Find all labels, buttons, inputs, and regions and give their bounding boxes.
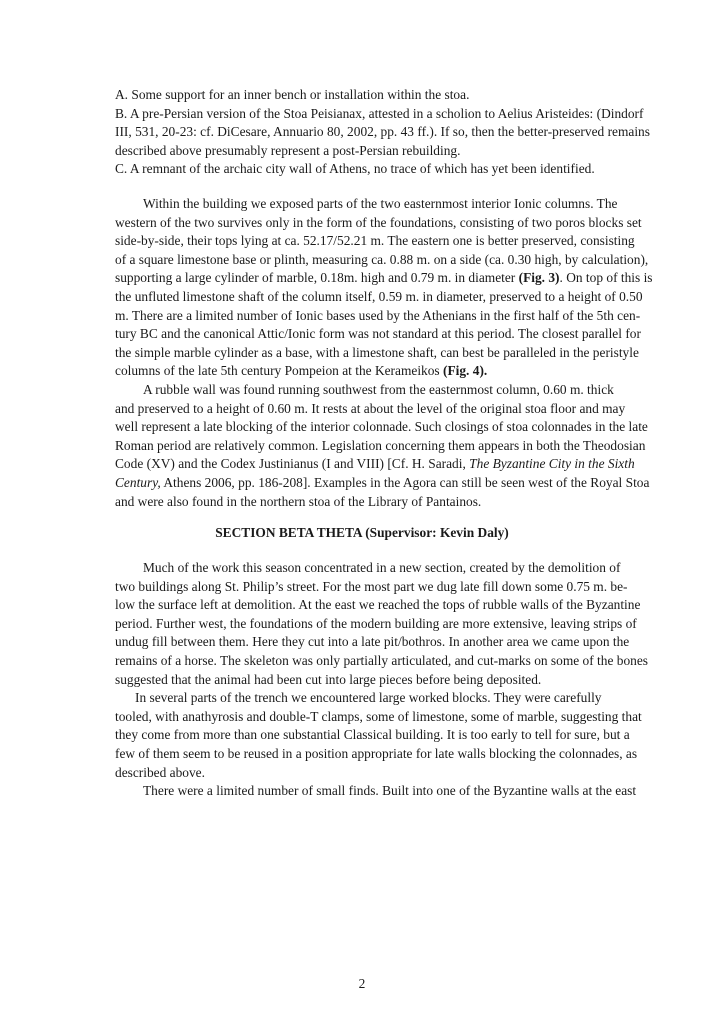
section-heading: SECTION BETA THETA (Supervisor: Kevin Daly) <box>215 525 509 540</box>
paragraph-line: and were also found in the northern stoa of the Library of Pantainos. <box>115 493 482 509</box>
paragraph-line: Much of the work this season concentrated in a new section, created by the demolition of <box>143 560 621 575</box>
book-title: The Byzantine City in the Sixth <box>469 456 635 472</box>
note-b-line-1: B. A pre-Persian version of the Stoa Peisianax, attested in a scholion to Aelius Aristeides: (Dindorf <box>115 105 644 121</box>
page-number: 2 <box>358 976 366 991</box>
text-run: supporting a large cylinder of marble, 0.18m. high and 0.79 m. in diameter <box>115 270 519 286</box>
notes-list <box>115 86 650 179</box>
paragraph-line: In several parts of the trench we encountered large worked blocks. They were carefully <box>135 690 602 706</box>
paragraph-line: A rubble wall was found running southwest from the easternmost column, 0.60 m. thick <box>143 381 614 397</box>
paragraph-line: suggested that the animal had been cut into large pieces before being deposited. <box>115 671 542 687</box>
paragraph-line: undug fill between them. Here they cut into a late pit/bothros. In another area we came upon the <box>115 634 630 650</box>
text-run: Athens 2006, pp. 186-208]. Examples in the Agora can still be seen west of the Royal Stoa <box>160 474 650 490</box>
book-title-cont: Century, <box>115 474 161 490</box>
paragraph-line: of a square limestone base or plinth, measuring ca. 0.88 m. on a side (ca. 0.30 high, by calculation), <box>115 251 649 267</box>
paragraph-line: There were a limited number of small finds. Built into one of the Byzantine walls at the east <box>143 783 637 799</box>
paragraph-line: remains of a horse. The skeleton was only partially articulated, and cut-marks on some of the bones <box>115 652 648 668</box>
paragraph-line: western of the two survives only in the form of the foundations, consisting of two poros blocks set <box>115 214 642 230</box>
paragraph-line: two buildings along St. Philip’s street. For the most part we dug late fill down some 0.75 m. be- <box>115 578 628 594</box>
note-a: A. Some support for an inner bench or installation within the stoa. <box>115 87 470 102</box>
paragraph-section-work <box>115 559 648 801</box>
note-b-line-2: III, 531, 20-23: cf. DiCesare, Annuario 80, 2002, pp. 43 ff.). If so, then the better-preserved remains <box>115 124 650 140</box>
note-c: C. A remnant of the archaic city wall of Athens, no trace of which has yet been identified. <box>115 161 595 177</box>
paragraph-line: they come from more than one substantial Classical building. It is too early to tell for sure, but a <box>115 727 630 743</box>
paragraph-line: m. There are a limited number of Ionic bases used by the Athenians in the first half of the 5th cen- <box>115 307 641 323</box>
text-run: Code (XV) and the Codex Justinianus (I and VIII) [Cf. H. Saradi, <box>115 456 470 472</box>
paragraph-line: Roman period are relatively common. Legislation concerning them appears in both the Theodosian <box>115 437 646 453</box>
paragraph-line <box>115 455 635 474</box>
paragraph-line: the simple marble cylinder as a base, with a limestone shaft, can best be paralleled in the peristyle <box>115 344 639 360</box>
figure-reference-3: (Fig. 3) <box>518 270 560 286</box>
paragraph-line <box>115 362 615 381</box>
paragraph-line: low the surface left at demolition. At the east we reached the tops of rubble walls of the Byzantine <box>115 597 641 613</box>
paragraph-line: and preserved to a height of 0.60 m. It rests at about the level of the original stoa floor and may <box>115 400 626 416</box>
paragraph-line: Within the building we exposed parts of the two easternmost interior Ionic columns. The <box>143 196 618 211</box>
paragraph-line <box>115 269 653 288</box>
paragraph-line: period. Further west, the foundations of the modern building are more extensive, leaving strips of <box>115 615 637 631</box>
paragraph-line: side-by-side, their tops lying at ca. 52.17/52.21 m. The eastern one is better preserved, consisting <box>115 233 635 249</box>
figure-reference-4: (Fig. 4). <box>443 363 488 379</box>
paragraph-line: well represent a late blocking of the interior colonnade. Such closings of stoa colonnades in the late <box>115 419 648 435</box>
paragraph-line: the unfluted limestone shaft of the column itself, 0.59 m. in diameter, preserved to a height of 0.50 <box>115 288 643 304</box>
text-run: . On top of this is <box>559 270 653 286</box>
paragraph-ionic-columns <box>115 195 653 511</box>
text-run: columns of the late 5th century Pompeion at the Kerameikos <box>115 363 443 379</box>
paragraph-line: tury BC and the canonical Attic/Ionic form was not standard at this period. The closest parallel for <box>115 326 641 342</box>
paragraph-line: described above. <box>115 764 205 780</box>
paragraph-line <box>115 474 650 493</box>
paragraph-line: tooled, with anathyrosis and double-T clamps, some of limestone, some of marble, suggesting that <box>115 708 642 724</box>
note-b-line-3: described above presumably represent a post-Persian rebuilding. <box>115 142 461 158</box>
paragraph-line: few of them seem to be reused in a position appropriate for late walls blocking the colonnades, as <box>115 745 638 761</box>
